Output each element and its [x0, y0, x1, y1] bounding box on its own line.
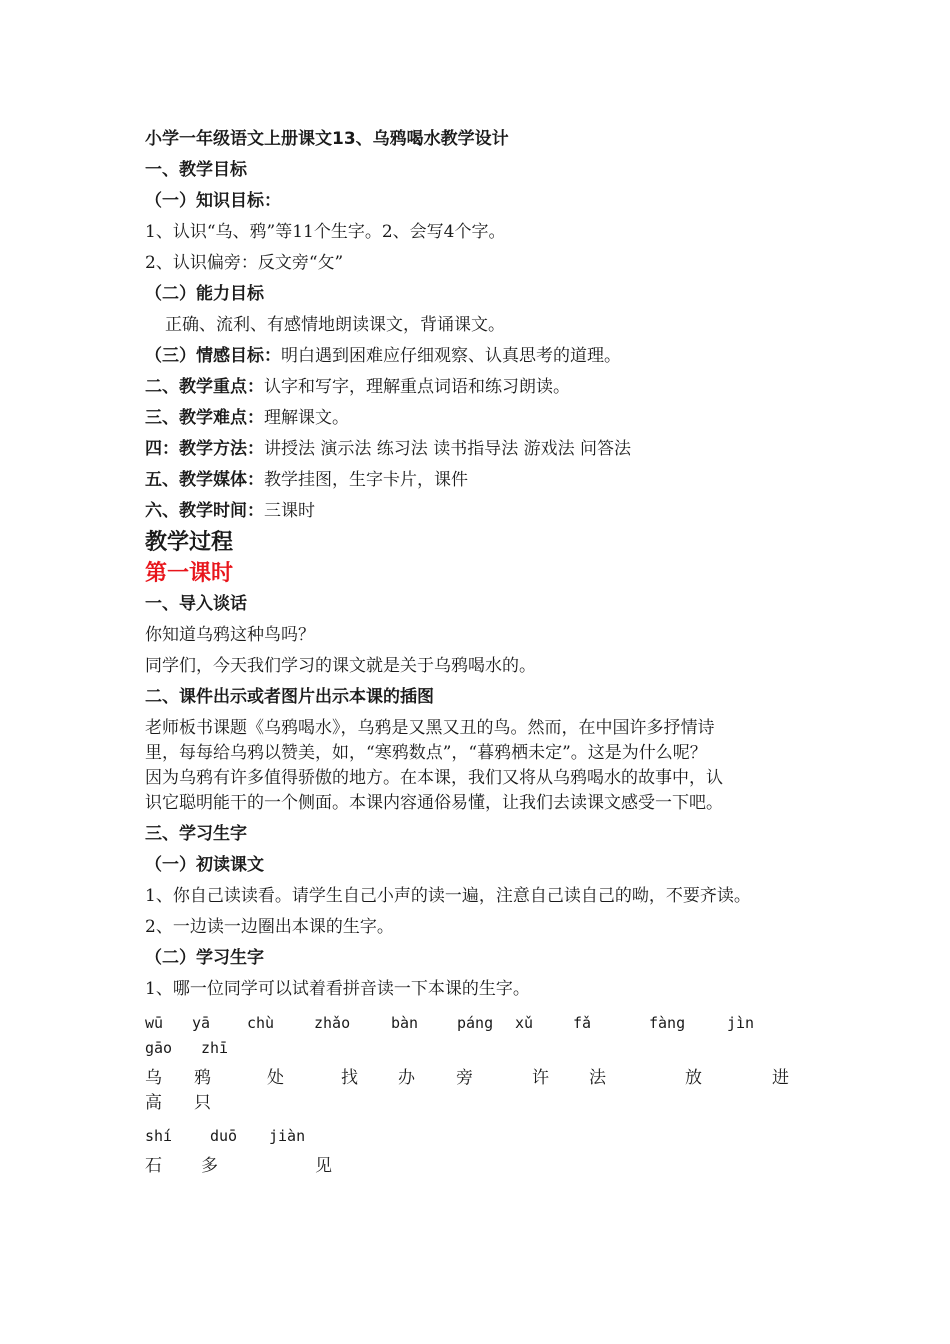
hanzi-row [145, 1091, 835, 1116]
pinyin-cell: jìn [727, 1014, 755, 1032]
goals-heading: 一、教学目标 [145, 160, 247, 180]
key-points-label: 二、教学重点： [145, 377, 264, 397]
pinyin-cell: fǎ [573, 1014, 592, 1032]
key-points [145, 372, 835, 403]
difficulty [145, 403, 835, 434]
time [145, 496, 835, 527]
hanzi-cell: 乌 [145, 1068, 162, 1088]
hanzi-row [145, 1066, 835, 1091]
knowledge-goal-line1: 1、认识“乌、鸦”等11个生字。2、会写4个字。 [145, 222, 506, 242]
hanzi-cell: 许 [532, 1068, 549, 1088]
pinyin-cell: fàng [649, 1014, 686, 1032]
hanzi-cell: 只 [194, 1093, 211, 1113]
document-page [145, 124, 835, 1179]
pinyin-cell: shí [145, 1127, 173, 1145]
hanzi-cell: 鸦 [194, 1068, 211, 1088]
time-label: 六、教学时间： [145, 501, 264, 521]
emotion-goal-label: （三）情感目标： [145, 346, 281, 366]
illustration-line: 老师板书课题《乌鸦喝水》，乌鸦是又黑又丑的鸟。然而，在中国许多抒情诗 [145, 718, 715, 738]
first-read-line1: 1、你自己读读看。请学生自己小声的读一遍，注意自己读自己的呦，不要齐读。 [145, 886, 751, 906]
hanzi-cell: 见 [315, 1156, 332, 1176]
hanzi-cell: 进 [772, 1068, 789, 1088]
knowledge-goal-line2: 2、认识偏旁：反文旁“攵” [145, 253, 344, 273]
hanzi-cell: 多 [201, 1156, 218, 1176]
hanzi-cell: 办 [398, 1068, 415, 1088]
illustration-line: 里，每每给乌鸦以赞美，如，“寒鸦数点”，“暮鸦栖未定”。这是为什么呢？ [145, 743, 707, 763]
media-text: 教学挂图，生字卡片，课件 [264, 470, 468, 490]
pinyin-cell: yā [192, 1014, 211, 1032]
pinyin-cell: xǔ [515, 1014, 534, 1032]
pinyin-cell: wū [145, 1014, 164, 1032]
methods [145, 434, 835, 465]
pinyin-cell: zhī [201, 1039, 229, 1057]
illustration-heading: 二、课件出示或者图片出示本课的插图 [145, 687, 434, 707]
media [145, 465, 835, 496]
pinyin-cell: gāo [145, 1039, 173, 1057]
ability-goal-text: 正确、流利、有感情地朗读课文，背诵课文。 [165, 315, 505, 335]
process-heading: 教学过程 [145, 530, 234, 555]
pinyin-row [145, 1036, 835, 1061]
pinyin-cell: páng [457, 1014, 494, 1032]
hanzi-cell: 处 [267, 1068, 284, 1088]
hanzi-row [145, 1154, 835, 1179]
first-read-label: （一）初读课文 [145, 855, 264, 875]
hanzi-cell: 放 [685, 1068, 702, 1088]
hanzi-cell: 找 [341, 1068, 358, 1088]
intro-heading: 一、导入谈话 [145, 594, 247, 614]
pinyin-cell: duō [210, 1127, 238, 1145]
illustration-line: 因为乌鸦有许多值得骄傲的地方。在本课，我们又将从乌鸦喝水的故事中，认 [145, 768, 723, 788]
pinyin-cell: zhǎo [314, 1014, 351, 1032]
difficulty-text: 理解课文。 [264, 408, 349, 428]
hanzi-cell: 高 [145, 1093, 162, 1113]
intro-line1: 你知道乌鸦这种鸟吗？ [145, 625, 315, 645]
hanzi-cell: 旁 [456, 1068, 473, 1088]
methods-text: 讲授法 演示法 练习法 读书指导法 游戏法 问答法 [264, 439, 632, 459]
methods-label: 四：教学方法： [145, 439, 264, 459]
illustration-paragraph [145, 716, 825, 816]
pinyin-cell: chù [247, 1014, 275, 1032]
emotion-goal-text: 明白遇到困难应仔细观察、认真思考的道理。 [281, 346, 621, 366]
difficulty-label: 三、教学难点： [145, 408, 264, 428]
pinyin-row [145, 1011, 835, 1036]
time-text: 三课时 [264, 501, 315, 521]
pinyin-cell: jiàn [269, 1127, 306, 1145]
knowledge-goal-label: （一）知识目标： [145, 191, 281, 211]
hanzi-cell: 法 [589, 1068, 606, 1088]
pinyin-row [145, 1124, 835, 1149]
ability-goal-label: （二）能力目标 [145, 284, 264, 304]
chars-label: （二）学习生字 [145, 948, 264, 968]
intro-line2: 同学们，今天我们学习的课文就是关于乌鸦喝水的。 [145, 656, 536, 676]
first-read-line2: 2、一边读一边圈出本课的生字。 [145, 917, 394, 937]
illustration-line: 识它聪明能干的一个侧面。本课内容通俗易懂，让我们去读课文感受一下吧。 [145, 793, 723, 813]
document-title: 小学一年级语文上册课文13、乌鸦喝水教学设计 [145, 129, 509, 149]
learn-heading: 三、学习生字 [145, 824, 247, 844]
hanzi-cell: 石 [145, 1156, 162, 1176]
key-points-text: 认字和写字，理解重点词语和练习朗读。 [264, 377, 570, 397]
emotion-goal [145, 341, 835, 372]
lesson1-heading: 第一课时 [145, 561, 234, 586]
pinyin-cell: bàn [391, 1014, 419, 1032]
media-label: 五、教学媒体： [145, 470, 264, 490]
chars-line1: 1、哪一位同学可以试着看拼音读一下本课的生字。 [145, 979, 530, 999]
